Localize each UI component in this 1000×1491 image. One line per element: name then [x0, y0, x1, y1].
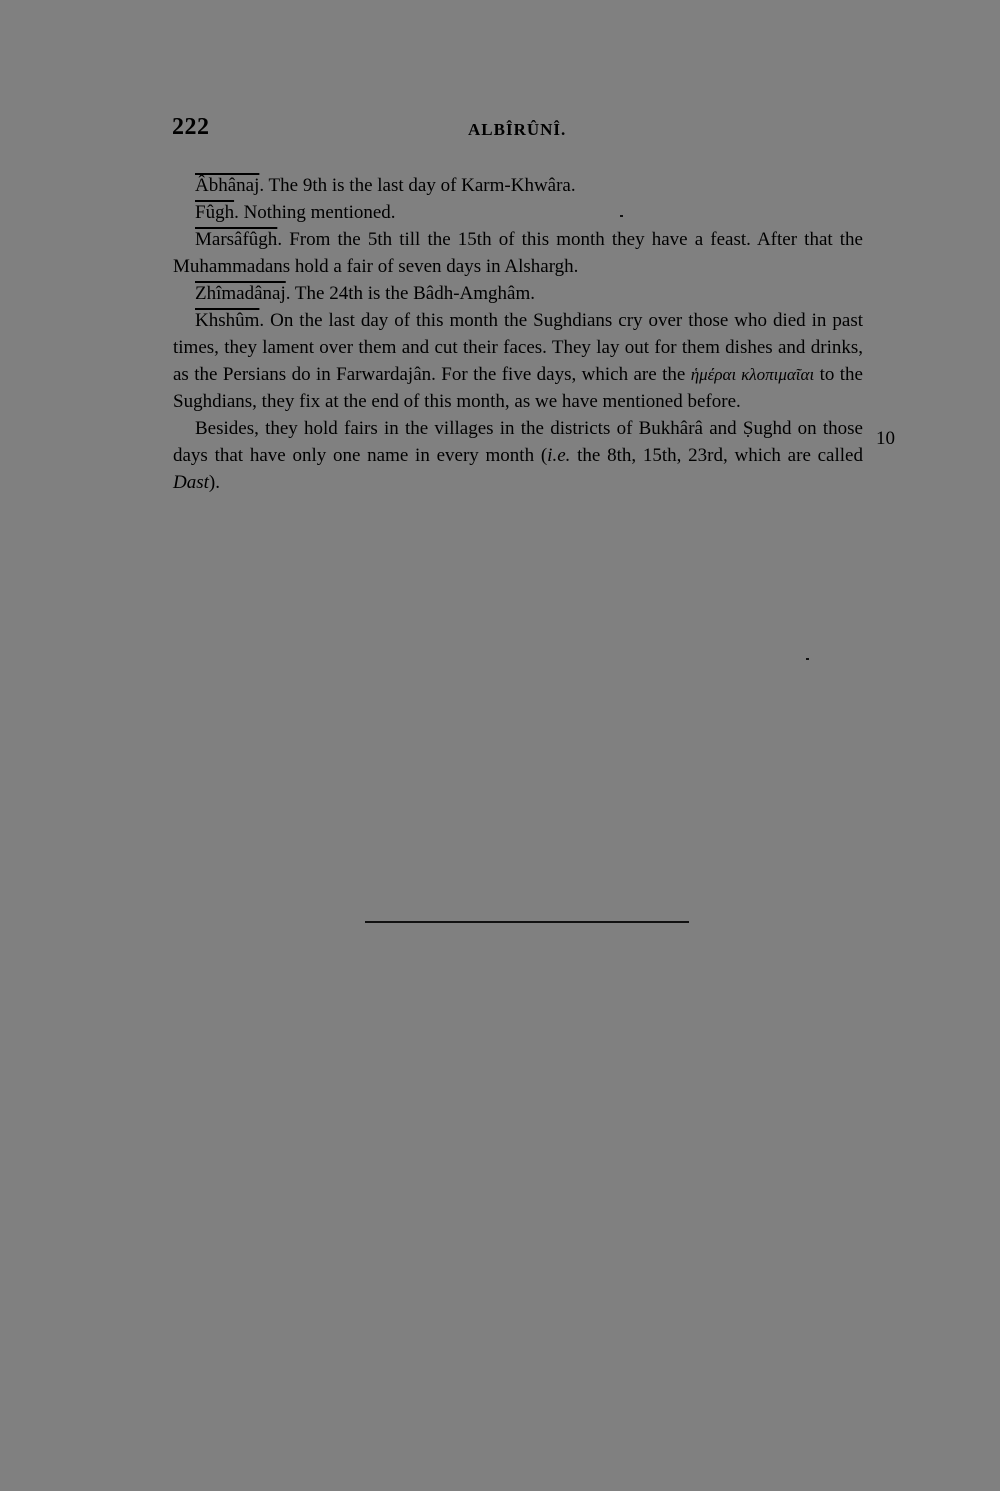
paragraph-text: On the last day of this month the Sughdians cry over those who died in past times, they lament over them and cut their faces. They lay out for them dishes and drinks, as the Persians do in Farwardajân. For the five days, which are the [173, 310, 863, 385]
separator: . [259, 175, 269, 196]
paragraph-text-end: to the Sughdians, they fix at the end of this month, as we have mentioned before. [173, 364, 863, 412]
separator: . [285, 283, 295, 304]
separator: . [259, 310, 271, 331]
paragraph-text: The 24th is the Bâdh-Amghâm. [294, 283, 536, 304]
greek-phrase: ἡμέραι κλοπιμαῖαι [690, 365, 815, 384]
scan-speck [806, 658, 809, 660]
separator: . [234, 202, 244, 223]
paragraph-text: Nothing mentioned. [243, 202, 396, 223]
month-name: Marsâfûgh [195, 229, 278, 250]
month-name: Fûgh [195, 202, 235, 223]
paragraph-text: The 9th is the last day of Karm-Khwâra. [268, 175, 576, 196]
paragraph-abhanaj [173, 172, 863, 199]
running-head: ALBÎRÛNÎ. [468, 120, 567, 139]
footer-rule [365, 921, 689, 923]
paragraph-marsafugh [173, 226, 863, 280]
page-number: 222 [172, 114, 210, 140]
paragraph-zhimadanaj [173, 280, 863, 307]
italic-abbreviation: i.e. [547, 445, 571, 466]
paragraph-text: Besides, they hold fairs in the villages in the districts of Bukhârâ and Ṣughd on those days that have only one name in every month ( [173, 418, 863, 466]
scan-speck [620, 215, 623, 217]
paragraph-text-middle: the 8th, 15th, 23rd, which are called [570, 445, 863, 466]
separator: . [277, 229, 290, 250]
paragraph-fugh [173, 199, 863, 226]
month-name: Âbhânaj [195, 175, 260, 196]
italic-term: Dast [173, 472, 209, 493]
paragraph-text: From the 5th till the 15th of this month they have a feast. After that the Muhammadans hold a fair of seven days in Alshargh. [173, 229, 863, 277]
month-name: Zhîmadânaj [195, 283, 286, 304]
paragraph-besides [173, 415, 863, 496]
month-name: Khshûm [195, 310, 260, 331]
paragraph-text-end: ). [208, 472, 220, 493]
body-text [173, 172, 863, 496]
paragraph-khshum [173, 307, 863, 415]
margin-line-number: 10 [876, 428, 895, 449]
